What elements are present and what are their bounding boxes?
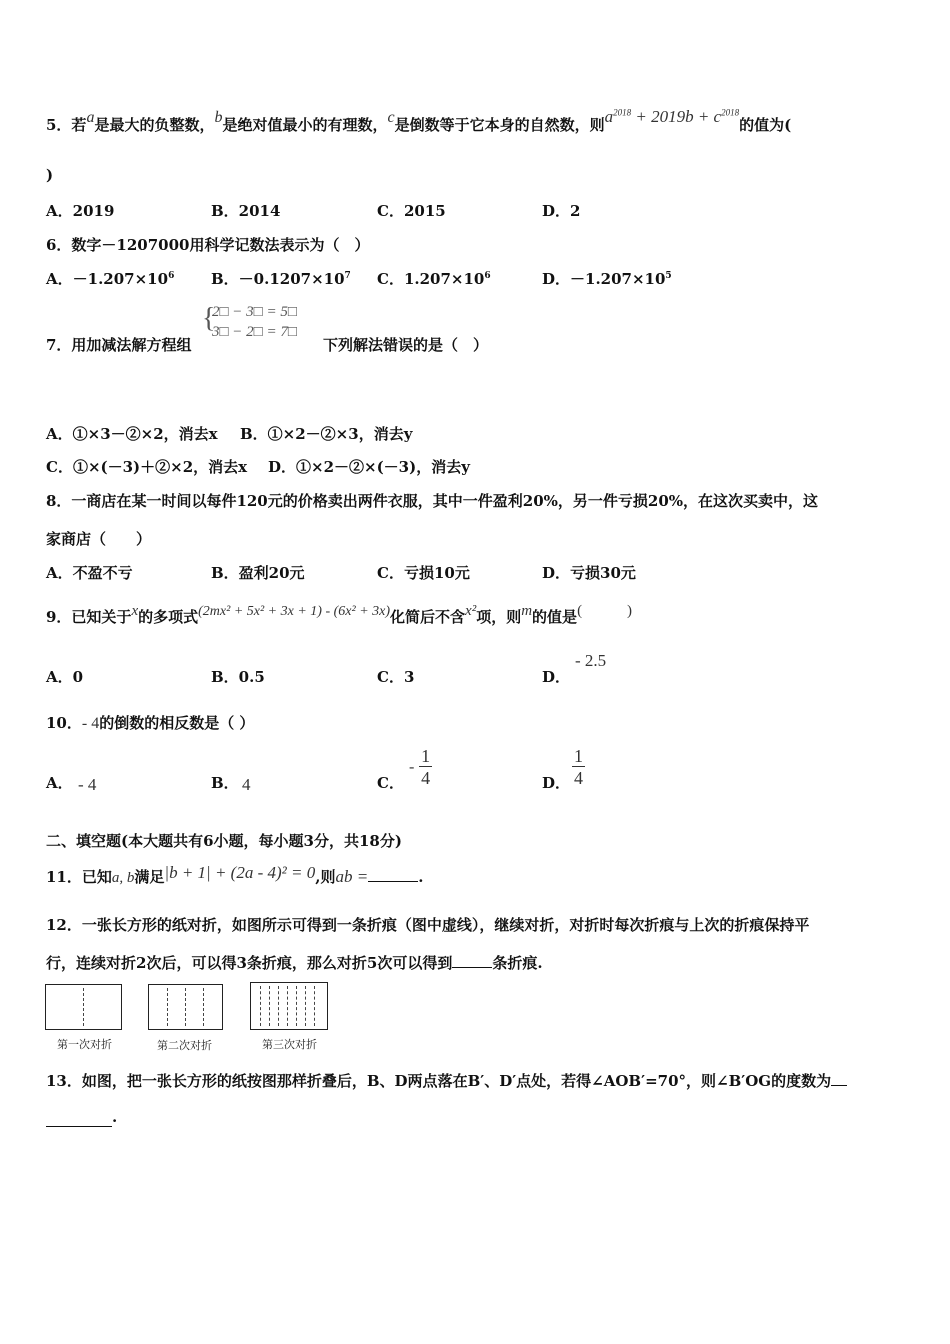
q5-text-2: 是绝对值最小的有理数， [222, 116, 388, 134]
fold-crease [83, 988, 84, 1026]
q5-option-d: D．2 [542, 202, 581, 220]
fold-figure-1 [45, 984, 122, 1030]
q12-line-2a: 行，连续对折2次后，可以得3条折痕，那么对折5次可以得到 [46, 954, 453, 972]
q12-line-2 [46, 952, 543, 973]
q7-prefix: 7．用加减法解方程组 [46, 336, 192, 354]
q10-number: - 4 [81, 715, 100, 732]
q11-expression: |b + 1| + (2a - 4)² = 0 [164, 863, 316, 882]
q5-close-paren: ) [46, 166, 54, 184]
fold-crease [167, 988, 168, 1026]
q5-option-a: A．2019 [46, 202, 115, 220]
q9-option-a: A．0 [46, 668, 84, 686]
q7-option-c: C．①×(－3)＋②×2，消去x [46, 458, 248, 476]
q11-answer-blank[interactable] [368, 881, 418, 882]
q12-answer-blank[interactable] [452, 967, 492, 968]
q5-var-a: a [86, 109, 95, 126]
q10-fraction-d: $\frac{1}{4}$ [574, 746, 583, 788]
q10-fraction-c: $\frac{1}{4}$ [421, 746, 431, 788]
q9-option-b: B．0.5 [211, 668, 265, 686]
fold-crease [203, 988, 204, 1026]
fold-crease [278, 986, 279, 1026]
fold-crease [185, 988, 186, 1026]
fold-caption-1: 第一次对折 [57, 1038, 112, 1051]
q9-polynomial: (2mx² + 5x² + 3x + 1) - (6x² + 3x) [198, 604, 391, 619]
q9-var-x2: x² [465, 603, 477, 619]
q8-option-d: D．亏损30元 [542, 564, 636, 582]
q8-line-1: 8．一商店在某一时间以每件120元的价格卖出两件衣服，其中一件盈利20%，另一件亏损20%，在这次买卖中，这 [46, 492, 819, 510]
q11-text-2: ,则 [315, 868, 336, 886]
q11-vars: a, b [111, 870, 135, 886]
q11-ab: ab = [335, 867, 369, 886]
q11-text-1: 满足 [134, 868, 165, 886]
q8-option-a: A．不盈不亏 [46, 564, 133, 582]
q9-text-2: 化简后不含 [390, 608, 466, 626]
question-11 [46, 863, 424, 887]
q5-option-b: B．2014 [211, 202, 281, 220]
q8-option-c: C．亏损10元 [377, 564, 470, 582]
q10-option-c-label: C． [377, 774, 404, 792]
q10-option-d-label: D． [542, 774, 571, 792]
fold-figure-3 [250, 982, 328, 1030]
q5-expression: $a^{2018} + 2019b + c^{2018}$ [604, 107, 740, 126]
q12-line-2b: 条折痕. [492, 954, 543, 972]
q9-answer-paren: ( ) [577, 603, 633, 619]
q12-line-1: 12．一张长方形的纸对折，如图所示可得到一条折痕（图中虚线），继续对折，对折时每次折痕与上次的折痕保持平 [46, 916, 810, 934]
q11-end: . [418, 868, 424, 886]
fold-crease [296, 986, 297, 1026]
q10-option-b-value: 4 [242, 775, 251, 794]
q9-option-c: C．3 [377, 668, 415, 686]
q7-option-b: B．①×2－②×3，消去y [240, 425, 413, 443]
fold-crease [305, 986, 306, 1026]
q13-answer-blank[interactable] [46, 1108, 112, 1127]
q9-var-m: m [521, 603, 533, 619]
q8-line-2: 家商店（ ） [46, 530, 152, 548]
q10-option-a-label: A． [46, 774, 73, 792]
question-9 [46, 603, 633, 627]
q5-text-4: 的值为( [739, 116, 792, 134]
q10-option-c-value: - $\frac{1}{4}$ [409, 746, 431, 788]
q10-option-d-value [572, 746, 585, 789]
q5-text-3: 是倒数等于它本身的自然数，则 [394, 116, 605, 134]
q5-var-b: b [214, 109, 223, 126]
q5-option-c: C．2015 [377, 202, 446, 220]
q9-text-3: 项，则 [476, 608, 522, 626]
fold-crease [287, 986, 288, 1026]
q13-line-2 [46, 1108, 117, 1127]
q7-equation-2: 3□ − 2□ = 7□ [212, 324, 297, 340]
section-2-heading: 二、填空题(本大题共有6小题，每小题3分，共18分) [46, 832, 402, 850]
q10-suffix: 的倒数的相反数是（ ） [99, 714, 255, 732]
q10-option-b-label: B． [211, 774, 239, 792]
q13-line-1 [46, 1070, 847, 1091]
q7-equation-system [202, 302, 297, 342]
q7-equation-1: 2□ − 3□ = 5□ [212, 304, 297, 320]
q6-option-b: B．$-0.1207\times 10^7$ [211, 270, 351, 288]
q13-answer-blank-start[interactable] [831, 1085, 847, 1086]
fold-caption-2: 第二次对折 [157, 1039, 212, 1052]
q13-text: 13．如图，把一张长方形的纸按图那样折叠后，B、D两点落在B′、D′点处，若得∠AOB′=70°，则∠B′OG的度数为 [46, 1072, 832, 1090]
q6-option-c: C．$1.207\times 10^6$ [377, 270, 491, 288]
q7-option-a: A．①×3－②×2，消去x [46, 425, 218, 443]
question-5 [46, 107, 792, 135]
fold-crease [260, 986, 261, 1026]
q7-option-d: D．①×2－②×(－3)，消去y [268, 458, 470, 476]
q13-end: . [112, 1108, 118, 1126]
q5-var-c: c [387, 109, 395, 126]
q6-option-a: A．$-1.207\times 10^6$ [46, 270, 175, 288]
q11-prefix: 11．已知 [46, 868, 112, 886]
q10-option-a-value: - 4 [78, 775, 97, 794]
q9-option-d-value: - 2.5 [575, 651, 607, 670]
q5-text-1: 是最大的负整数， [94, 116, 215, 134]
q9-text-4: 的值是 [532, 608, 578, 626]
fold-crease [269, 986, 270, 1026]
q9-text-1: 的多项式 [138, 608, 199, 626]
q7-suffix: 下列解法错误的是（ ） [323, 336, 489, 354]
brace-icon: { [202, 303, 216, 334]
fold-crease [314, 986, 315, 1026]
question-10 [46, 712, 254, 733]
q9-prefix: 9．已知关于 [46, 608, 132, 626]
q10-prefix: 10． [46, 714, 82, 732]
fold-caption-3: 第三次对折 [262, 1038, 317, 1051]
q6-option-d: D．$-1.207\times 10^5$ [542, 270, 672, 288]
q9-var-x: x [131, 603, 139, 619]
q8-option-b: B．盈利20元 [211, 564, 305, 582]
q9-option-d: D． [542, 668, 571, 686]
question-6: 6．数字－1207000用科学记数法表示为（ ） [46, 236, 370, 254]
q5-prefix: 5．若 [46, 116, 87, 134]
fold-figure-2 [148, 984, 223, 1030]
